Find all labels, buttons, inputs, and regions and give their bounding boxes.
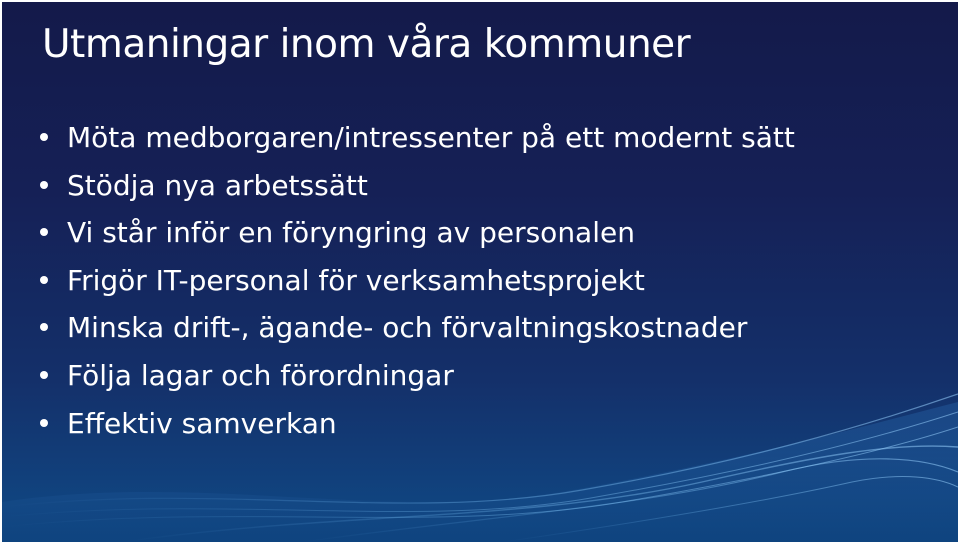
bullet-text: Frigör IT-personal för verksamhetsprojekt — [67, 263, 645, 297]
bullet-dot-icon — [40, 323, 48, 331]
bullet-item — [40, 352, 795, 400]
bullet-text: Stödja nya arbetssätt — [67, 168, 368, 202]
bullet-text: Följa lagar och förordningar — [67, 358, 454, 392]
bullet-item — [40, 257, 795, 305]
bullet-item — [40, 304, 795, 352]
bullet-dot-icon — [40, 133, 48, 141]
bullet-list — [40, 114, 795, 447]
bullet-item — [40, 400, 795, 448]
bullet-dot-icon — [40, 371, 48, 379]
slide-title: Utmaningar inom våra kommuner — [42, 22, 691, 67]
bullet-text: Minska drift-, ägande- och förvaltningskostnader — [67, 311, 748, 345]
bullet-dot-icon — [40, 419, 48, 427]
bullet-dot-icon — [40, 276, 48, 284]
bullet-text: Effektiv samverkan — [67, 406, 337, 440]
bullet-item — [40, 162, 795, 210]
bullet-dot-icon — [40, 181, 48, 189]
presentation-slide — [2, 2, 958, 542]
bullet-dot-icon — [40, 228, 48, 236]
bullet-text: Vi står inför en föryngring av personalen — [67, 216, 635, 250]
bullet-item — [40, 114, 795, 162]
bullet-text: Möta medborgaren/intressenter på ett modernt sätt — [67, 121, 795, 154]
bullet-item — [40, 209, 795, 257]
